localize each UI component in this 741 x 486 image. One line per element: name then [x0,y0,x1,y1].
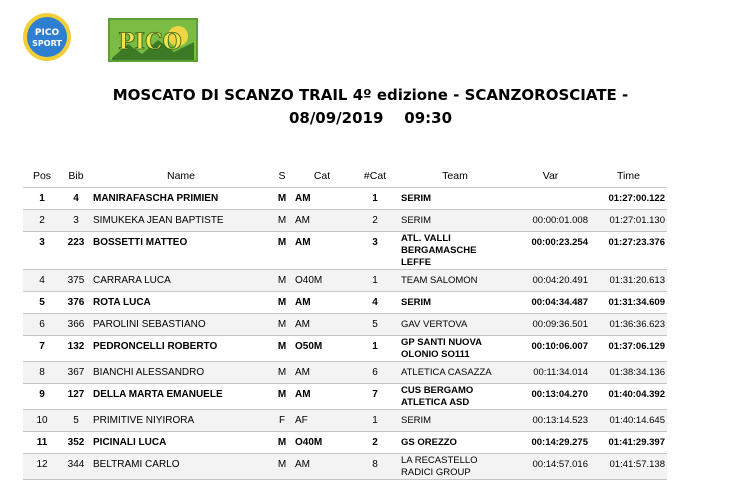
result-team [399,210,511,232]
result-team [399,270,511,292]
result-bib: 3 [61,210,91,232]
result-position: 5 [23,292,61,314]
result-sex: M [271,270,293,292]
result-position: 1 [23,188,61,210]
result-time: 01:37:06.129 [590,336,667,362]
result-bib: 4 [61,188,91,210]
result-position: 10 [23,410,61,432]
result-category: O50M [293,336,351,362]
result-name: SIMUKEKA JEAN BAPTISTE [91,210,271,232]
result-team [399,432,511,454]
result-category-rank: 2 [351,432,399,454]
logo-text-line1: PICO [34,28,60,38]
result-team [399,410,511,432]
result-gap: 00:14:29.275 [511,432,590,454]
result-bib: 375 [61,270,91,292]
result-bib: 5 [61,410,91,432]
result-category-rank: 3 [351,232,399,270]
result-sex: M [271,292,293,314]
result-time: 01:27:01.130 [590,210,667,232]
col-bib: Bib [68,170,84,182]
result-bib: 352 [61,432,91,454]
result-position: 8 [23,362,61,384]
result-category: AM [293,454,351,480]
logo-text-line2: SPORT [32,39,62,48]
col-time: Time [617,170,640,182]
result-category: AF [293,410,351,432]
table-row [23,270,667,292]
result-sex: F [271,410,293,432]
col-sex: S [278,170,286,182]
result-category: AM [293,314,351,336]
logo-pico-text: PICO [118,29,182,55]
table-row [23,232,667,270]
result-position: 3 [23,232,61,270]
table-row [23,336,667,362]
col-team: Team [442,170,468,182]
result-name: BIANCHI ALESSANDRO [91,362,271,384]
result-category-rank: 4 [351,292,399,314]
result-sex: M [271,432,293,454]
result-name: CARRARA LUCA [91,270,271,292]
table-row [23,314,667,336]
result-category-rank: 6 [351,362,399,384]
col-name: Name [166,170,195,182]
result-gap: 00:10:06.007 [511,336,590,362]
result-bib: 132 [61,336,91,362]
col-pos: Pos [32,170,52,182]
result-bib: 127 [61,384,91,410]
result-sex: M [271,362,293,384]
result-category: AM [293,362,351,384]
result-gap [511,188,590,210]
result-category-rank: 2 [351,210,399,232]
table-row [23,432,667,454]
result-category: AM [293,232,351,270]
result-team [399,314,511,336]
table-row [23,210,667,232]
result-category-rank: 7 [351,384,399,410]
result-name: PEDRONCELLI ROBERTO [91,336,271,362]
pico-logo [108,18,198,62]
result-gap: 00:09:36.501 [511,314,590,336]
result-name: PRIMITIVE NIYIRORA [91,410,271,432]
result-time: 01:36:36.623 [590,314,667,336]
result-category: AM [293,188,351,210]
team-line: GP SANTI NUOVA [401,337,482,348]
result-team [399,188,511,210]
result-position: 9 [23,384,61,410]
result-time: 01:40:14.645 [590,410,667,432]
result-gap: 00:04:20.491 [511,270,590,292]
col-cat-rank: #Cat [363,170,387,182]
team-line: CUS BERGAMO [401,385,474,396]
team-line: SERIM [401,193,432,204]
team-line: SERIM [401,297,432,308]
result-category-rank: 1 [351,270,399,292]
result-team [399,384,511,410]
result-gap: 00:00:23.254 [511,232,590,270]
team-line: LEFFE [401,257,432,268]
team-line: TEAM SALOMON [401,275,478,286]
team-line: GAV VERTOVA [401,319,468,330]
event-title: MOSCATO DI SCANZO TRAIL 4º edizione - SCANZOROSCIATE - [112,86,629,104]
result-position: 11 [23,432,61,454]
result-time: 01:31:20.613 [590,270,667,292]
result-sex: M [271,188,293,210]
team-line: ATLETICA CASAZZA [401,367,492,378]
result-team [399,232,511,270]
team-line: RADICI GROUP [401,467,471,478]
result-sex: M [271,210,293,232]
result-team [399,292,511,314]
result-name: MANIRAFASCHA PRIMIEN [91,188,271,210]
pico-sport-logo [22,12,72,62]
result-name: ROTA LUCA [91,292,271,314]
result-time: 01:38:34.136 [590,362,667,384]
result-bib: 223 [61,232,91,270]
result-bib: 376 [61,292,91,314]
team-line: GS OREZZO [401,437,457,448]
result-gap: 00:13:14.523 [511,410,590,432]
result-name: PAROLINI SEBASTIANO [91,314,271,336]
result-sex: M [271,454,293,480]
table-header-row [23,165,667,188]
result-sex: M [271,232,293,270]
result-category-rank: 8 [351,454,399,480]
team-line: SERIM [401,415,432,426]
result-position: 2 [23,210,61,232]
result-category: AM [293,384,351,410]
result-position: 4 [23,270,61,292]
result-category: O40M [293,432,351,454]
result-gap: 00:11:34.014 [511,362,590,384]
table-row [23,410,667,432]
team-line: BERGAMASCHE [401,245,477,256]
table-row [23,188,667,210]
table-row [23,292,667,314]
team-line: LA RECASTELLO [401,455,478,466]
result-category: AM [293,292,351,314]
team-line: ATLETICA ASD [401,397,470,408]
result-gap: 00:13:04.270 [511,384,590,410]
result-gap: 00:04:34.487 [511,292,590,314]
col-var: Var [542,170,559,182]
result-team [399,336,511,362]
table-row [23,454,667,480]
results-table [23,165,667,480]
result-time: 01:31:34.609 [590,292,667,314]
result-time: 01:41:57.138 [590,454,667,480]
result-name: PICINALI LUCA [91,432,271,454]
result-team [399,362,511,384]
result-bib: 366 [61,314,91,336]
result-time: 01:27:00.122 [590,188,667,210]
result-sex: M [271,336,293,362]
result-sex: M [271,384,293,410]
result-team [399,454,511,480]
result-category: O40M [293,270,351,292]
result-category-rank: 1 [351,410,399,432]
result-category-rank: 1 [351,336,399,362]
table-row [23,362,667,384]
result-time: 01:40:04.392 [590,384,667,410]
team-line: OLONIO SO111 [401,349,470,360]
result-position: 6 [23,314,61,336]
result-gap: 00:14:57.016 [511,454,590,480]
result-name: BELTRAMI CARLO [91,454,271,480]
result-bib: 367 [61,362,91,384]
result-name: BOSSETTI MATTEO [91,232,271,270]
team-line: SERIM [401,215,432,226]
result-sex: M [271,314,293,336]
col-cat: Cat [313,170,331,182]
result-position: 7 [23,336,61,362]
result-name: DELLA MARTA EMANUELE [91,384,271,410]
result-category-rank: 5 [351,314,399,336]
result-gap: 00:00:01.008 [511,210,590,232]
result-time: 01:27:23.376 [590,232,667,270]
result-position: 12 [23,454,61,480]
result-category: AM [293,210,351,232]
team-line: ATL. VALLI [401,233,451,244]
result-time: 01:41:29.397 [590,432,667,454]
event-date-time: 08/09/2019 09:30 [288,109,453,127]
table-row [23,384,667,410]
result-category-rank: 1 [351,188,399,210]
result-bib: 344 [61,454,91,480]
